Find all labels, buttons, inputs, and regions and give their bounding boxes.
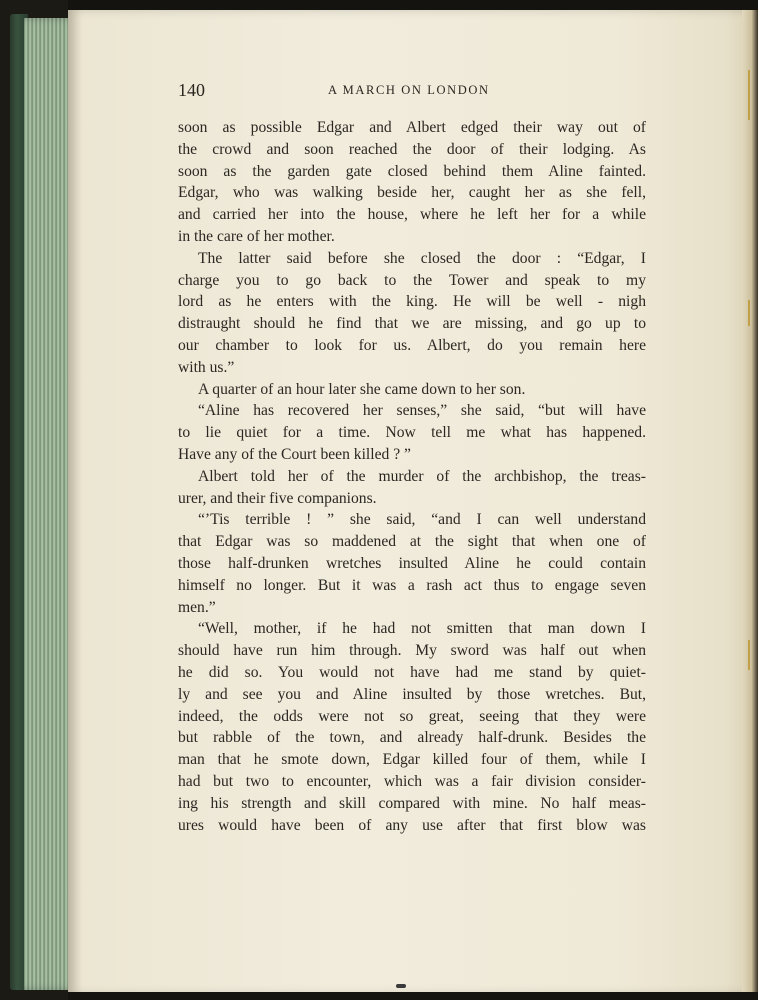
text-line: Have any of the Court been killed ? ”	[178, 445, 411, 463]
text-line: charge you to go back to the Tower and speak to my	[178, 271, 646, 289]
text-line: that Edgar was so maddened at the sight that when one of	[178, 533, 646, 551]
text-line: those half-drunken wretches insulted Aline he could contain	[178, 554, 646, 572]
text-line: distraught should he find that we are missing, and go up to	[178, 315, 646, 333]
text-line: lord as he enters with the king. He will be well - nigh	[178, 293, 646, 311]
page-right-edge	[742, 10, 758, 994]
text-line: should have run him through. My sword was half out when	[178, 642, 646, 660]
text-line: Edgar, who was walking beside her, caught her as she fell,	[178, 184, 646, 202]
text-line: “Well, mother, if he had not smitten that man down I	[198, 620, 646, 638]
text-line: The latter said before she closed the door : “Edgar, I	[198, 249, 646, 267]
text-line: he did so. You would not have had me stand by quiet-	[178, 663, 646, 681]
bottom-shadow	[68, 992, 758, 1000]
text-line: the crowd and soon reached the door of their lodging. As	[178, 140, 646, 158]
page-header	[178, 80, 646, 104]
text-line: with us.”	[178, 358, 235, 376]
text-line: indeed, the odds were not so great, seeing that they were	[178, 707, 646, 725]
edge-mark	[748, 640, 750, 670]
text-line: and carried her into the house, where he left her for a while	[178, 206, 646, 224]
edge-mark	[748, 70, 750, 120]
text-line: himself no longer. But it was a rash act thus to engage seven	[178, 576, 646, 594]
text-line: A quarter of an hour later she came down to her son.	[198, 380, 526, 398]
text-line: to lie quiet for a time. Now tell me what has happened.	[178, 424, 646, 442]
text-line: had but two to encounter, which was a fair division consider-	[178, 772, 646, 790]
text-line: soon as the garden gate closed behind them Aline fainted.	[178, 162, 646, 180]
text-line: in the care of her mother.	[178, 227, 335, 245]
text-line: but rabble of the town, and already half-drunk. Besides the	[178, 729, 646, 747]
text-line: urer, and their five companions.	[178, 489, 377, 507]
text-line: man that he smote down, Edgar killed four of them, while I	[178, 751, 646, 769]
text-line: men.”	[178, 598, 216, 616]
text-line: ly and see you and Aline insulted by those wretches. But,	[178, 685, 646, 703]
running-title: A MARCH ON LONDON	[328, 83, 490, 97]
text-line: ing his strength and skill compared with mine. No half meas-	[178, 794, 646, 812]
text-line: our chamber to look for us. Albert, do you remain here	[178, 336, 646, 354]
text-line: Albert told her of the murder of the archbishop, the treas-	[198, 467, 646, 485]
body-text	[178, 117, 646, 836]
page-bottom-mark	[396, 984, 406, 988]
text-line: ures would have been of any use after that first blow was	[178, 816, 646, 834]
page-number: 140	[178, 80, 205, 100]
text-line: soon as possible Edgar and Albert edged their way out of	[178, 119, 646, 136]
text-line: “Aline has recovered her senses,” she said, “but will have	[198, 402, 646, 420]
edge-mark	[748, 300, 750, 326]
text-line: “’Tis terrible ! ” she said, “and I can well understand	[198, 511, 646, 529]
